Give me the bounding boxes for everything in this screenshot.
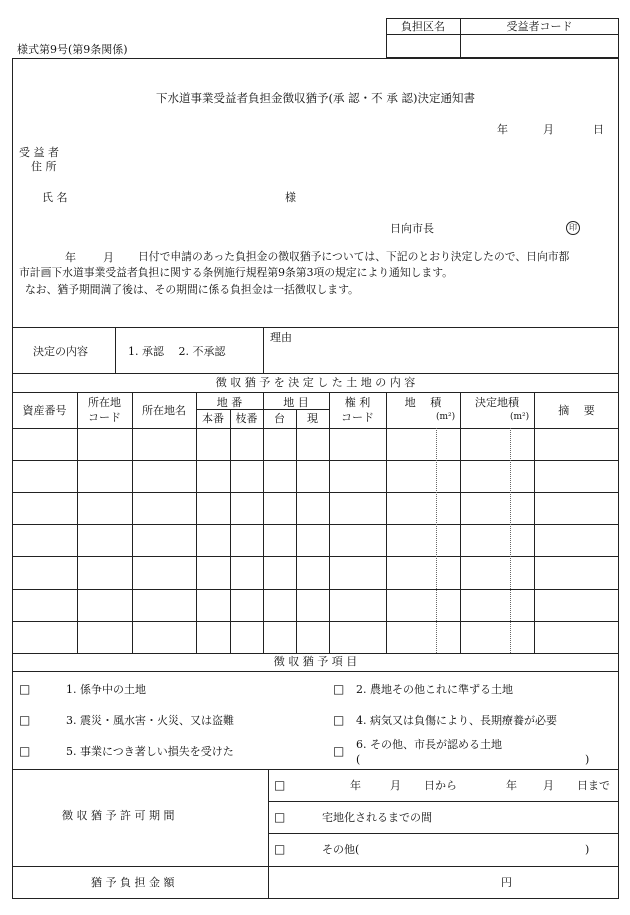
header-area-unit: (m²) bbox=[436, 412, 456, 422]
item-4-checkbox[interactable]: □ bbox=[333, 713, 345, 727]
land-area-dot-line bbox=[510, 428, 511, 653]
item-2-checkbox[interactable]: □ bbox=[333, 682, 345, 696]
header-asset-no: 資産番号 bbox=[22, 404, 67, 417]
land-row-line bbox=[12, 524, 619, 525]
header-col2-label: 受益者コード bbox=[506, 20, 573, 33]
body-month: 月 bbox=[103, 251, 114, 264]
land-col-line bbox=[386, 392, 387, 653]
land-col-line bbox=[534, 392, 535, 653]
land-col-line bbox=[263, 392, 264, 653]
item-6-paren-close: ) bbox=[585, 753, 590, 766]
item-5-checkbox[interactable]: □ bbox=[19, 744, 31, 758]
date-year: 年 bbox=[497, 123, 508, 136]
period-opt2-checkbox[interactable]: □ bbox=[274, 810, 286, 824]
header-land-cat: 地 目 bbox=[283, 396, 309, 409]
item-1-checkbox[interactable]: □ bbox=[19, 682, 31, 696]
land-section-title: 徴 収 猶 予 を 決 定 し た 土 地 の 内 容 bbox=[215, 376, 416, 389]
land-header-bottom bbox=[12, 428, 619, 429]
period-label: 徴 収 猶 予 許 可 期 間 bbox=[62, 809, 175, 822]
header-loc-code-2: コード bbox=[88, 411, 121, 424]
land-subcol-line bbox=[230, 409, 231, 653]
land-row-line bbox=[12, 589, 619, 590]
issuer: 日向市長 bbox=[390, 222, 434, 235]
period-opt1-year2: 年 bbox=[506, 779, 517, 792]
form-number: 様式第9号(第9条関係) bbox=[17, 43, 128, 56]
amount-top-line bbox=[12, 866, 619, 867]
header-remarks: 摘 要 bbox=[558, 404, 595, 417]
item-2-label: 2. 農地その他これに準ずる土地 bbox=[356, 683, 513, 696]
body-line1: 日付で申請のあった負担金の徴収猶予については、下記のとおり決定したので、日向市都 bbox=[138, 250, 570, 263]
land-col-line bbox=[132, 392, 133, 653]
decision-top-line bbox=[12, 327, 619, 328]
period-opt3-close: ) bbox=[585, 843, 590, 856]
land-row-line bbox=[12, 653, 619, 654]
decision-label: 決定の内容 bbox=[33, 345, 88, 358]
reason-label: 理由 bbox=[270, 331, 292, 344]
period-row-line2 bbox=[268, 833, 619, 834]
date-day: 日 bbox=[593, 123, 604, 136]
period-row-line1 bbox=[268, 801, 619, 802]
header-land-cat-current: 現 bbox=[307, 412, 318, 425]
seal-mark: 印 bbox=[566, 221, 580, 235]
land-col-line bbox=[460, 392, 461, 653]
period-opt1-from: 日から bbox=[424, 779, 457, 792]
header-loc-code-1: 所在地 bbox=[88, 396, 121, 409]
period-opt1-month2: 月 bbox=[543, 779, 554, 792]
land-row-line bbox=[12, 556, 619, 557]
land-subcol-line bbox=[296, 409, 297, 653]
period-opt1-checkbox[interactable]: □ bbox=[274, 778, 286, 792]
land-row-line bbox=[12, 621, 619, 622]
body-line3: なお、猶予期間満了後は、その期間に係る負担金は一括徴収します。 bbox=[25, 283, 359, 296]
land-col-line bbox=[196, 392, 197, 653]
notice-title: 下水道事業受益者負担金徴収猶予(承 認・不 承 認)決定通知書 bbox=[156, 91, 475, 105]
item-3-checkbox[interactable]: □ bbox=[19, 713, 31, 727]
honorific: 様 bbox=[285, 191, 296, 204]
header-land-cat-ledger: 台 bbox=[274, 412, 285, 425]
item-5-label: 5. 事業につき著しい損失を受けた bbox=[66, 745, 234, 758]
items-section-title: 徴 収 猶 予 項 目 bbox=[273, 655, 358, 668]
header-row-line bbox=[386, 34, 619, 35]
decision-div2 bbox=[263, 327, 264, 373]
address-label: 住 所 bbox=[31, 160, 57, 173]
header-col1-label: 負担区名 bbox=[401, 20, 445, 33]
land-row-line bbox=[12, 492, 619, 493]
period-opt1-year: 年 bbox=[350, 779, 361, 792]
recipient-label: 受 益 者 bbox=[19, 146, 59, 159]
header-lot-main: 本番 bbox=[202, 412, 224, 425]
period-opt1-to: 日まで bbox=[577, 779, 610, 792]
body-year: 年 bbox=[65, 251, 76, 264]
date-month: 月 bbox=[543, 123, 554, 136]
header-lot-branch: 枝番 bbox=[235, 412, 258, 425]
period-opt2-label: 宅地化されるまでの間 bbox=[322, 811, 432, 824]
item-6-label: 6. その他、市長が認める土地 bbox=[356, 738, 502, 751]
period-opt1-month: 月 bbox=[390, 779, 401, 792]
amount-label: 猶 予 負 担 金 額 bbox=[91, 876, 175, 889]
item-6-checkbox[interactable]: □ bbox=[333, 744, 345, 758]
period-top-line bbox=[12, 769, 619, 770]
form-frame bbox=[12, 58, 619, 899]
header-loc-name: 所在地名 bbox=[142, 404, 186, 417]
land-row-line bbox=[12, 460, 619, 461]
period-divider bbox=[268, 769, 269, 899]
header-rights-1: 権 利 bbox=[344, 396, 371, 409]
header-lot: 地 番 bbox=[216, 396, 243, 409]
land-col-line bbox=[77, 392, 78, 653]
amount-unit: 円 bbox=[501, 876, 512, 889]
items-title-line bbox=[12, 671, 619, 672]
item-1-label: 1. 係争中の土地 bbox=[66, 683, 146, 696]
item-6-paren-open: ( bbox=[356, 753, 361, 766]
period-opt3-label: その他( bbox=[322, 843, 360, 856]
decision-options: 1. 承認 2. 不承認 bbox=[128, 345, 226, 358]
item-4-label: 4. 病気又は負傷により、長期療養が必要 bbox=[356, 714, 557, 727]
header-decided-area-unit: (m²) bbox=[510, 412, 530, 422]
body-line2: 市計画下水道事業受益者負担に関する条例施行規程第9条第3項の規定により通知します。 bbox=[19, 266, 453, 279]
decision-bottom-line bbox=[12, 373, 619, 374]
header-rights-2: コード bbox=[341, 411, 374, 424]
land-area-dot-line bbox=[436, 428, 437, 653]
land-title-line bbox=[12, 392, 619, 393]
decision-div1 bbox=[115, 327, 116, 373]
header-decided-area: 決定地積 bbox=[475, 396, 519, 409]
header-area: 地 積 bbox=[404, 396, 442, 409]
period-opt3-checkbox[interactable]: □ bbox=[274, 842, 286, 856]
name-label: 氏 名 bbox=[42, 191, 68, 204]
land-col-line bbox=[329, 392, 330, 653]
item-3-label: 3. 震災・風水害・火災、又は盗難 bbox=[66, 714, 234, 727]
